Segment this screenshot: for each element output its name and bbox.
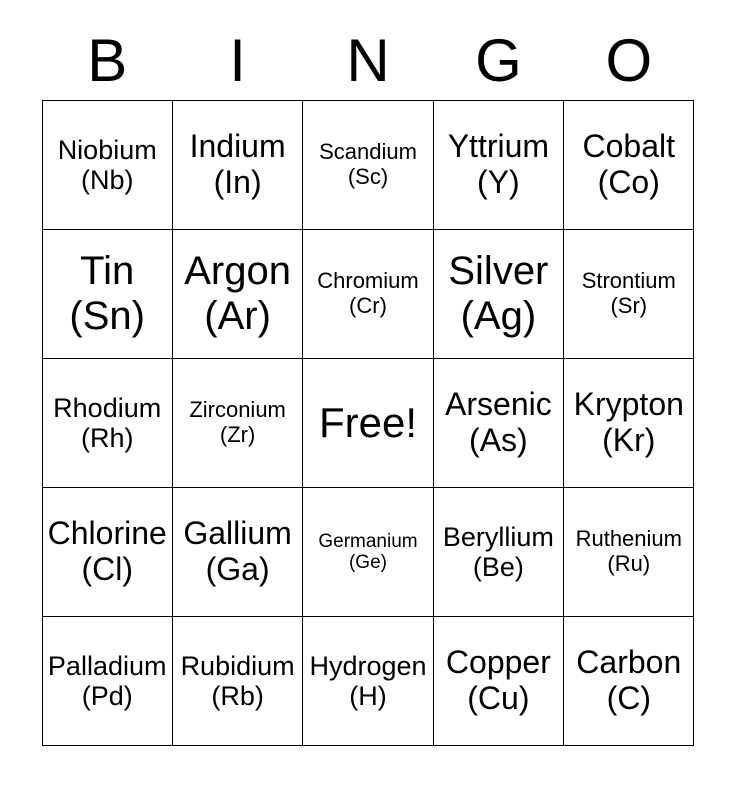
bingo-row xyxy=(42,230,694,359)
element-symbol: (Ga) xyxy=(205,551,270,587)
element-symbol: (Zr) xyxy=(219,422,256,447)
bingo-cell-content xyxy=(176,249,299,339)
element-symbol: (Ar) xyxy=(204,294,271,338)
bingo-cell[interactable] xyxy=(433,230,563,359)
bingo-header xyxy=(42,0,694,94)
bingo-row xyxy=(42,101,694,230)
bingo-cell-content xyxy=(567,645,690,717)
bingo-cell-content xyxy=(176,129,299,201)
element-name: Tin xyxy=(80,249,135,294)
element-name: Cobalt xyxy=(582,128,676,165)
element-symbol: (Rb) xyxy=(211,681,264,711)
bingo-grid xyxy=(42,100,695,746)
bingo-cell-content xyxy=(437,129,560,201)
element-symbol: (Rh) xyxy=(80,423,134,453)
element-name: Beryllium xyxy=(442,521,554,552)
bingo-cell-content xyxy=(567,387,690,459)
element-symbol: (Be) xyxy=(472,552,524,582)
bingo-cell[interactable] xyxy=(172,230,302,359)
header-letter-n: N xyxy=(346,27,390,94)
element-symbol: (Kr) xyxy=(602,422,656,458)
bingo-cell-content xyxy=(567,269,690,318)
bingo-cell[interactable] xyxy=(42,617,172,746)
element-name: Chromium xyxy=(317,268,419,294)
element-name: Silver xyxy=(448,249,549,294)
bingo-cell[interactable] xyxy=(172,359,302,488)
bingo-cell[interactable] xyxy=(564,101,694,230)
element-name: Chlorine xyxy=(47,515,167,552)
bingo-cell-content xyxy=(176,516,299,588)
bingo-cell[interactable] xyxy=(564,488,694,617)
bingo-cell[interactable] xyxy=(303,617,433,746)
bingo-cell-content xyxy=(437,249,560,339)
bingo-cell-content xyxy=(46,135,169,195)
bingo-cell[interactable] xyxy=(172,488,302,617)
bingo-row xyxy=(42,359,694,488)
free-space-label: Free! xyxy=(318,398,417,446)
bingo-cell-content xyxy=(437,522,560,582)
bingo-cell[interactable] xyxy=(42,230,172,359)
bingo-row xyxy=(42,617,694,746)
element-symbol: (Sr) xyxy=(610,293,648,318)
bingo-cell[interactable] xyxy=(564,617,694,746)
element-symbol: (Sc) xyxy=(347,164,389,189)
bingo-cell-content xyxy=(306,651,429,711)
bingo-cell[interactable] xyxy=(42,359,172,488)
element-name: Ruthenium xyxy=(575,526,682,552)
bingo-cell[interactable] xyxy=(564,230,694,359)
element-symbol: (Ru) xyxy=(607,551,651,576)
element-name: Arsenic xyxy=(445,386,552,423)
bingo-cell-content xyxy=(46,651,169,711)
bingo-cell-content xyxy=(46,249,169,339)
element-name: Palladium xyxy=(47,650,167,681)
bingo-cell-content xyxy=(176,651,299,711)
element-symbol: (Nb) xyxy=(80,165,134,195)
element-name: Zirconium xyxy=(189,397,286,423)
element-name: Germanium xyxy=(318,530,418,552)
element-symbol: (Ge) xyxy=(348,552,387,573)
element-symbol: (C) xyxy=(606,680,651,716)
element-symbol: (Cr) xyxy=(349,293,387,318)
element-name: Argon xyxy=(184,249,291,294)
element-symbol: (Cl) xyxy=(81,551,133,587)
bingo-cell-content xyxy=(306,269,429,318)
bingo-cell[interactable] xyxy=(303,101,433,230)
bingo-cell-free[interactable] xyxy=(303,359,433,488)
element-name: Yttrium xyxy=(447,128,550,165)
bingo-cell[interactable] xyxy=(433,488,563,617)
bingo-cell-content xyxy=(567,527,690,576)
element-symbol: (H) xyxy=(349,681,387,711)
bingo-cell[interactable] xyxy=(303,488,433,617)
bingo-cell[interactable] xyxy=(433,617,563,746)
element-symbol: (As) xyxy=(469,422,528,458)
element-name: Scandium xyxy=(319,139,417,165)
element-symbol: (Ag) xyxy=(460,294,537,338)
header-letter-g: G xyxy=(475,27,522,94)
element-name: Copper xyxy=(445,644,551,681)
bingo-cell-content xyxy=(437,387,560,459)
element-symbol: (Sn) xyxy=(69,294,145,338)
element-name: Carbon xyxy=(576,644,682,681)
bingo-cell-content xyxy=(567,129,690,201)
bingo-cell[interactable] xyxy=(42,488,172,617)
bingo-cell-content xyxy=(306,140,429,189)
element-name: Hydrogen xyxy=(309,650,427,681)
header-letter-o: O xyxy=(605,27,653,94)
element-name: Indium xyxy=(189,128,286,165)
element-name: Rhodium xyxy=(53,392,162,423)
bingo-cell[interactable] xyxy=(42,101,172,230)
bingo-cell-content xyxy=(176,398,299,447)
bingo-cell[interactable] xyxy=(564,359,694,488)
element-name: Krypton xyxy=(573,386,684,423)
bingo-cell[interactable] xyxy=(303,230,433,359)
bingo-cell-content xyxy=(46,393,169,453)
bingo-cell-content xyxy=(306,400,429,446)
element-name: Rubidium xyxy=(180,650,295,681)
bingo-cell[interactable] xyxy=(433,101,563,230)
bingo-cell-content xyxy=(437,645,560,717)
bingo-cell-content xyxy=(46,516,169,588)
element-symbol: (Co) xyxy=(597,164,660,200)
element-symbol: (In) xyxy=(213,164,262,200)
element-symbol: (Pd) xyxy=(81,681,133,711)
bingo-cell[interactable] xyxy=(172,101,302,230)
element-symbol: (Y) xyxy=(477,164,520,200)
bingo-cell-content xyxy=(306,531,429,574)
header-letter-b: B xyxy=(87,27,128,94)
element-name: Strontium xyxy=(581,268,676,294)
header-letter-i: I xyxy=(229,27,246,94)
element-symbol: (Cu) xyxy=(467,680,530,716)
bingo-row xyxy=(42,488,694,617)
element-name: Niobium xyxy=(57,134,157,165)
bingo-cell[interactable] xyxy=(172,617,302,746)
element-name: Gallium xyxy=(183,515,292,552)
bingo-cell[interactable] xyxy=(433,359,563,488)
